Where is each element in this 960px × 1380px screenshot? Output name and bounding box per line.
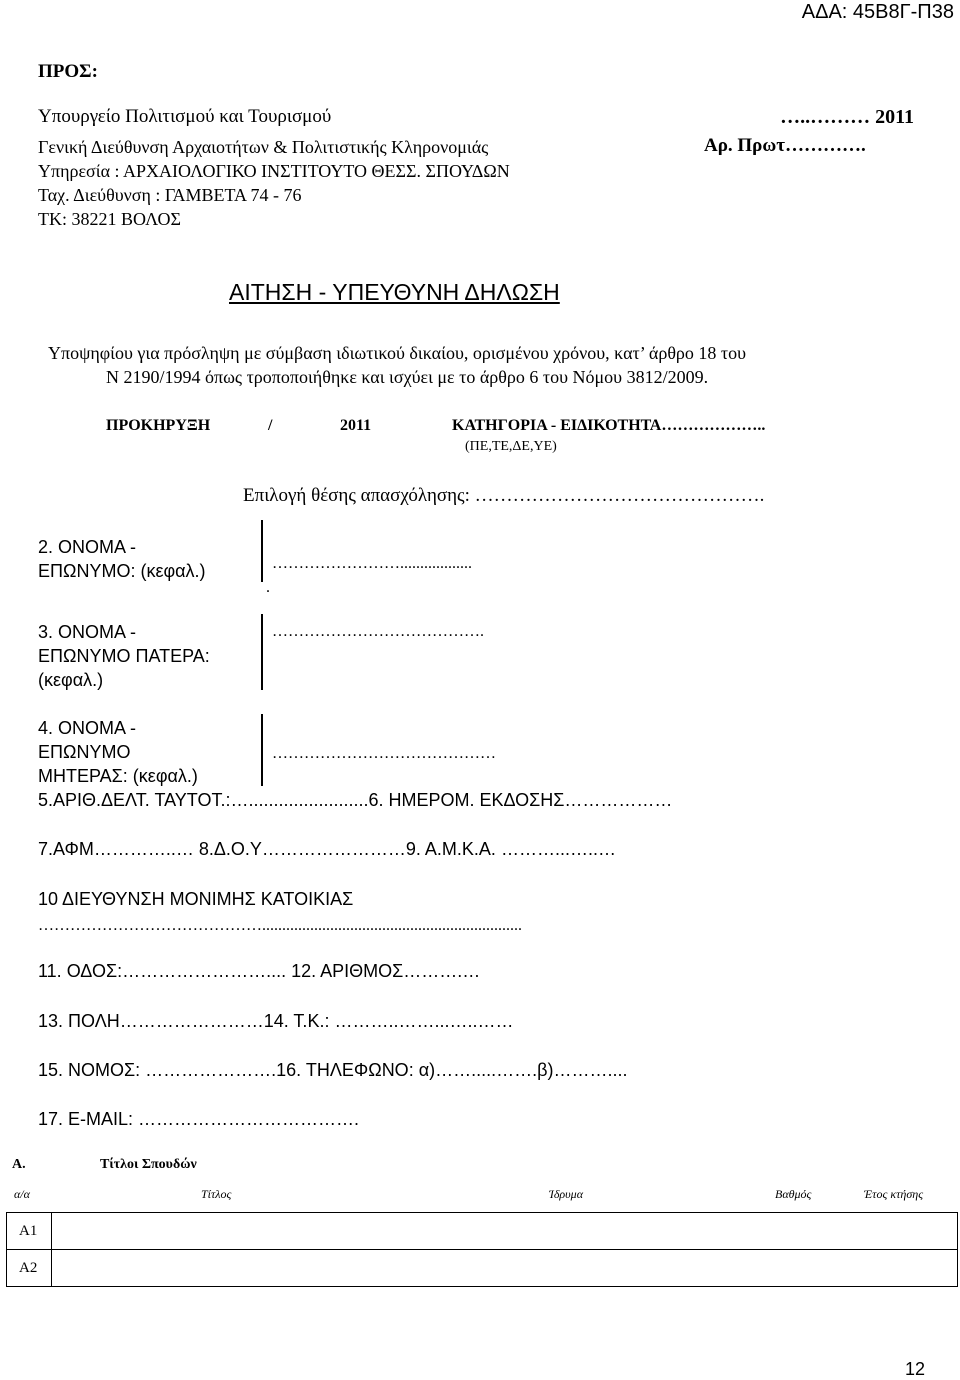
- field2-label-line1: 2. ΟΝΟΜΑ -: [38, 537, 137, 557]
- announcement-levels: (ΠΕ,ΤΕ,ΔΕ,ΥΕ): [465, 439, 557, 454]
- field2-label-line2: ΕΠΩΝΥΜΟ: (κεφαλ.): [38, 561, 206, 581]
- announcement-slash: /: [268, 417, 273, 434]
- form-subtitle-line1: Υποψηφίου για πρόσληψη με σύμβαση ιδιωτικού δικαίου, ορισμένου χρόνου, κατ’ άρθρο 18 του: [48, 343, 747, 363]
- position-choice: Επιλογή θέσης απασχόλησης: ……………………………………….: [243, 485, 765, 506]
- field7-9-line[interactable]: 7.ΑΦΜ…………..… 8.Δ.Ο.Υ……………………9. Α.Μ.Κ.Α. ………...…..…: [38, 839, 616, 859]
- to-label: ΠΡΟΣ:: [38, 61, 98, 82]
- field3-divider: [261, 614, 263, 690]
- studies-header-title: Τίτλος: [201, 1187, 232, 1201]
- field4-value-dots[interactable]: ……………………………………: [272, 745, 496, 762]
- field2-value-dots[interactable]: ……………………..................: [272, 555, 472, 572]
- table-cell-input[interactable]: [52, 1213, 958, 1250]
- field3-label-line2: ΕΠΩΝΥΜΟ ΠΑΤΕΡΑ:: [38, 646, 210, 666]
- studies-table: [6, 1212, 958, 1287]
- section-a-letter: Α.: [12, 1157, 26, 1172]
- date-line: …..……… 2011: [780, 106, 914, 128]
- field3-label-line3: (κεφαλ.): [38, 670, 104, 690]
- studies-header-institution: Ίδρυμα: [549, 1187, 583, 1201]
- form-subtitle-line2: Ν 2190/1994 όπως τροποποιήθηκε και ισχύει με το άρθρο 6 του Νόμου 3812/2009.: [106, 367, 709, 387]
- form-title: ΑΙΤΗΣΗ - ΥΠΕΥΘΥΝΗ ΔΗΛΩΣΗ: [229, 279, 560, 305]
- studies-header-grade: Βαθμός: [775, 1187, 812, 1201]
- field2-divider: [261, 520, 263, 582]
- field3-value-dots[interactable]: ………………………………….: [272, 623, 484, 640]
- page-number: 12: [905, 1359, 926, 1379]
- field4-label-line2: ΕΠΩΝΥΜΟ: [38, 742, 131, 762]
- field13-14-line[interactable]: 13. ΠΟΛΗ……………………14. Τ.Κ.: ………..……...…..……: [38, 1011, 514, 1031]
- studies-header-year: Έτος κτήσης: [864, 1187, 924, 1201]
- recipient-postal: ΤΚ: 38221 ΒΟΛΟΣ: [38, 209, 181, 229]
- studies-header-aa: α/α: [14, 1187, 30, 1201]
- recipient-ministry: Υπουργείο Πολιτισμού και Τουρισμού: [38, 106, 332, 127]
- field10-value-dots[interactable]: …………………………………….................................................................: [38, 917, 522, 934]
- announcement-year: 2011: [340, 417, 372, 434]
- table-row: [7, 1213, 958, 1250]
- announcement-label: ΠΡΟΚΗΡΥΞΗ: [106, 417, 211, 434]
- table-cell-aa: Α1: [7, 1213, 52, 1250]
- ada-code: ΑΔΑ: 45Β8Γ-Π38: [801, 1, 954, 23]
- table-cell-input[interactable]: [52, 1250, 958, 1287]
- announcement-category: ΚΑΤΗΓΟΡΙΑ - ΕΙΔΙΚΟΤΗΤΑ………………..: [452, 417, 766, 434]
- field11-12-line[interactable]: 11. ΟΔΟΣ:…………………….... 12. ΑΡΙΘΜΟΣ……….…: [38, 961, 481, 981]
- field4-label-line1: 4. ΟΝΟΜΑ -: [38, 718, 137, 738]
- section-a-title: Τίτλοι Σπουδών: [100, 1157, 197, 1172]
- field2-value-dots-cont: .: [266, 579, 270, 596]
- recipient-service: Υπηρεσία : ΑΡΧΑΙΟΛΟΓΙΚΟ ΙΝΣΤΙΤΟΥΤΟ ΘΕΣΣ. ΣΠΟΥΔΩΝ: [38, 161, 510, 181]
- field5-6-line[interactable]: 5.ΑΡΙΘ.ΔΕΛΤ. ΤΑΥΤΟΤ.:…........................6. ΗΜΕΡΟΜ. ΕΚΔΟΣΗΣ………………: [38, 790, 673, 810]
- field3-label-line1: 3. ΟΝΟΜΑ -: [38, 622, 137, 642]
- table-row: [7, 1250, 958, 1287]
- recipient-address: Ταχ. Διεύθυνση : ΓΑΜΒΕΤΑ 74 - 76: [38, 185, 302, 205]
- field17-line[interactable]: 17. E-MAIL: ……………………………….: [38, 1109, 360, 1129]
- field4-label-line3: ΜΗΤΕΡΑΣ: (κεφαλ.): [38, 766, 198, 786]
- field10-label: 10 ΔΙΕΥΘΥΝΣΗ ΜΟΝΙΜΗΣ ΚΑΤΟΙΚΙΑΣ: [38, 889, 354, 909]
- table-cell-aa: Α2: [7, 1250, 52, 1287]
- recipient-directorate: Γενική Διεύθυνση Αρχαιοτήτων & Πολιτιστικής Κληρονομιάς: [38, 137, 489, 157]
- field15-16-line[interactable]: 15. ΝΟΜΟΣ: ………………….16. ΤΗΛΕΦΩΝΟ: α)…….....…….β)………....: [38, 1060, 628, 1080]
- field4-divider: [261, 714, 263, 786]
- protocol-line: Αρ. Πρωτ………….: [704, 135, 866, 156]
